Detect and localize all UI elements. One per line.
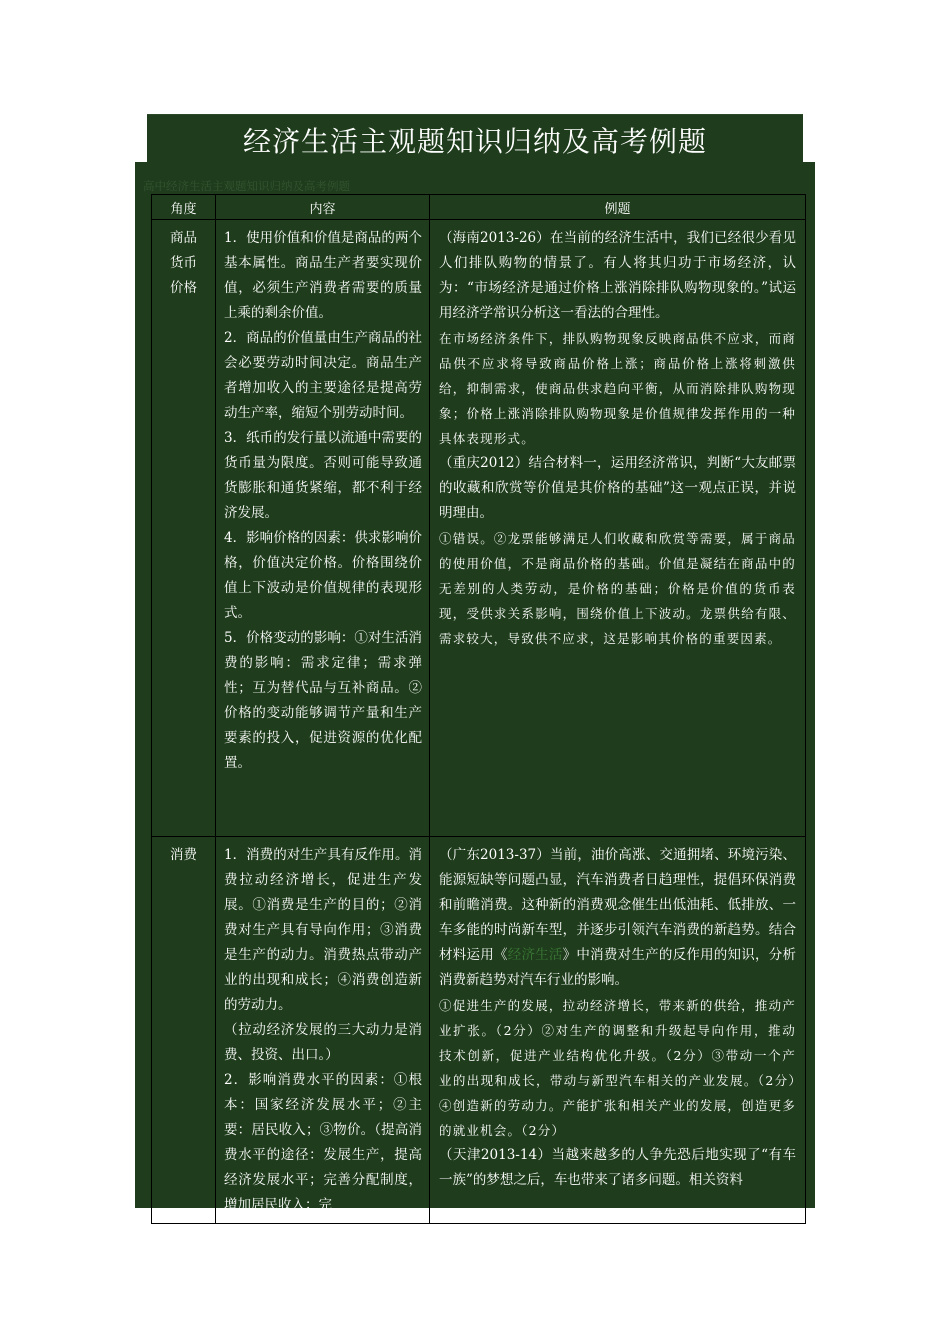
example-question: （海南2013-26）在当前的经济生活中，我们已经很少看见人们排队购物的情景了。有人将其归功于市场经济，认为：“市场经济是通过价格上涨消除排队购物现象的。”试运用经济学常识分析这一看法的合理性。 <box>439 230 796 321</box>
page-body <box>135 162 815 1213</box>
example-cell <box>430 220 806 837</box>
content-cell <box>216 837 430 1224</box>
question-text: （广东2013-37）当前，油价高涨、交通拥堵、环境污染、能源短缺等问题凸显，汽车消费者日趋理性，提倡环保消费和前瞻消费。这种新的消费观念催生出低油耗、低排放、一车多能的时尚新车型，并逐步引领汽车消费的新趋势。结合材料运用《 <box>439 847 796 963</box>
table-row <box>152 220 806 837</box>
example-answer: ①促进生产的发展，拉动经济增长，带来新的供给，推动产业扩张。（2分）②对生产的调整和升级起导向作用，推动技术创新，促进产业结构优化升级。（2分）③带动一个产业的出现和成长，带动与新型汽车相关的产业发展。（2分）④创造新的劳动力。产能扩张和相关产业的发展，创造更多的就业机会。（2分） <box>439 998 796 1138</box>
content-paragraph: 1．消费的对生产具有反作用。消费拉动经济增长，促进生产发展。①消费是生产的目的；②消费对生产具有导向作用；③消费是生产的动力。消费热点带动产业的出现和成长；④消费创造新的劳动力。 <box>224 847 422 1013</box>
example-question: （重庆2012）结合材料一，运用经济常识，判断“大友邮票的收藏和欣赏等价值是其价格的基础”这一观点正误，并说明理由。 <box>439 455 796 521</box>
faint-header-text: 高中经济生活主观题知识归纳及高考例题 <box>143 179 350 193</box>
angle-word: 货币 <box>170 255 197 271</box>
example-question: （天津2013-14）当越来越多的人争先恐后地实现了“有车一族”的梦想之后，车也带来了诸多问题。相关资料 <box>439 1147 796 1188</box>
angle-cell <box>152 220 216 837</box>
content-paragraph: 2．影响消费水平的因素：①根本：国家经济发展水平；②主要：居民收入；③物价。（提高消费水平的途径：发展生产，提高经济发展水平；完善分配制度，增加居民收入；完 <box>224 1072 422 1213</box>
angle-cell <box>152 837 216 1224</box>
content-paragraph: 4．影响价格的因素：供求影响价格，价值决定价格。价格围绕价值上下波动是价值规律的表现形式。 <box>224 530 422 621</box>
angle-word: 商品 <box>170 230 197 246</box>
angle-word: 消费 <box>170 847 197 863</box>
header-content: 内容 <box>216 195 430 220</box>
angle-word: 价格 <box>170 280 197 296</box>
book-link[interactable]: 经济生活 <box>507 947 563 963</box>
content-paragraph: 5．价格变动的影响：①对生活消费的影响：需求定律；需求弹性；互为替代品与互补商品。②价格的变动能够调节产量和生产要素的投入，促进资源的优化配置。 <box>224 630 422 771</box>
table-header-row <box>152 195 806 220</box>
document-title: 经济生活主观题知识归纳及高考例题 <box>147 114 803 164</box>
content-cell <box>216 220 430 837</box>
table-row <box>152 837 806 1224</box>
content-paragraph: 1．使用价值和价值是商品的两个基本属性。商品生产者要实现价值，必须生产消费者需要的质量上乘的剩余价值。 <box>224 230 422 321</box>
example-cell <box>430 837 806 1224</box>
header-angle: 角度 <box>152 195 216 220</box>
example-answer: ①错误。②龙票能够满足人们收藏和欣赏等需要，属于商品的使用价值，不是商品价格的基础。价值是凝结在商品中的无差别的人类劳动，是价格的基础；价格是价值的货币表现，受供求关系影响，围绕价值上下波动。龙票供给有限、需求较大，导致供不应求，这是影响其价格的重要因素。 <box>439 531 796 646</box>
example-answer: 在市场经济条件下，排队购物现象反映商品供不应求，而商品供不应求将导致商品价格上涨；商品价格上涨将刺激供给，抑制需求，使商品供求趋向平衡，从而消除排队购物现象；价格上涨消除排队购物现象是价值规律发挥作用的一种具体表现形式。 <box>439 331 796 446</box>
question-text: 》中消费对生产的反作用的知识，分析消费新趋势对汽车行业的影响。 <box>439 947 797 988</box>
content-paragraph: （拉动经济发展的三大动力是消费、投资、出口。） <box>224 1022 422 1063</box>
knowledge-table <box>151 194 806 1224</box>
content-paragraph: 2．商品的价值量由生产商品的社会必要劳动时间决定。商品生产者增加收入的主要途径是提高劳动生产率，缩短个别劳动时间。 <box>224 330 422 421</box>
header-example: 例题 <box>430 195 806 220</box>
example-question <box>430 843 805 993</box>
content-paragraph: 3．纸币的发行量以流通中需要的货币量为限度。否则可能导致通货膨胀和通货紧缩，都不利于经济发展。 <box>224 430 422 521</box>
